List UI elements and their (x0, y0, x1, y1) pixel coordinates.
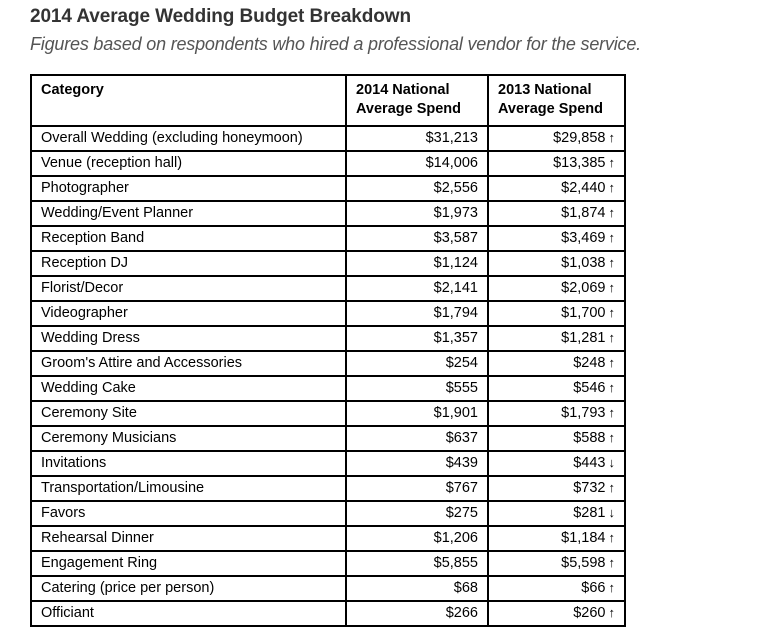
table-row (31, 601, 625, 626)
trend-up-icon: ↑ (608, 305, 615, 320)
cell-2013-spend (488, 176, 625, 201)
cell-2013-spend (488, 226, 625, 251)
cell-2013-amount: $260 (573, 605, 606, 621)
table-row (31, 326, 625, 351)
table-row (31, 551, 625, 576)
table-row (31, 526, 625, 551)
cell-2013-amount: $13,385 (553, 155, 606, 171)
table-row (31, 401, 625, 426)
cell-category: Wedding/Event Planner (31, 201, 346, 226)
table-body (31, 126, 625, 626)
cell-2013-amount: $443 (573, 455, 606, 471)
cell-2013-spend (488, 451, 625, 476)
table-row (31, 251, 625, 276)
cell-2013-amount: $29,858 (553, 130, 606, 146)
cell-2014-spend: $555 (346, 376, 488, 401)
cell-category: Wedding Cake (31, 376, 346, 401)
table-header-row (31, 75, 625, 126)
cell-category: Photographer (31, 176, 346, 201)
cell-2014-spend: $3,587 (346, 226, 488, 251)
cell-2014-spend: $2,556 (346, 176, 488, 201)
cell-2014-spend: $767 (346, 476, 488, 501)
trend-up-icon: ↑ (608, 530, 615, 545)
cell-category: Reception DJ (31, 251, 346, 276)
cell-category: Florist/Decor (31, 276, 346, 301)
column-header-category: Category (31, 75, 346, 126)
trend-up-icon: ↑ (608, 430, 615, 445)
cell-2013-spend (488, 301, 625, 326)
cell-2014-spend: $637 (346, 426, 488, 451)
budget-table-container (30, 74, 626, 627)
table-row (31, 201, 625, 226)
cell-2013-amount: $1,038 (561, 255, 606, 271)
column-header-2014-spend: 2014 National Average Spend (346, 75, 488, 126)
table-row (31, 451, 625, 476)
cell-category: Invitations (31, 451, 346, 476)
cell-2013-spend (488, 126, 625, 151)
page-subtitle: Figures based on respondents who hired a professional vendor for the service. (30, 34, 641, 54)
cell-category: Transportation/Limousine (31, 476, 346, 501)
table-row (31, 276, 625, 301)
cell-2014-spend: $31,213 (346, 126, 488, 151)
trend-up-icon: ↑ (608, 130, 615, 145)
trend-up-icon: ↑ (608, 230, 615, 245)
cell-category: Rehearsal Dinner (31, 526, 346, 551)
cell-category: Overall Wedding (excluding honeymoon) (31, 126, 346, 151)
cell-category: Videographer (31, 301, 346, 326)
cell-2014-spend: $254 (346, 351, 488, 376)
table-row (31, 176, 625, 201)
page-title: 2014 Average Wedding Budget Breakdown (30, 6, 411, 27)
table-row (31, 351, 625, 376)
trend-up-icon: ↑ (608, 480, 615, 495)
cell-2013-spend (488, 551, 625, 576)
table-row (31, 301, 625, 326)
cell-category: Groom's Attire and Accessories (31, 351, 346, 376)
cell-2013-spend (488, 201, 625, 226)
cell-2014-spend: $2,141 (346, 276, 488, 301)
trend-up-icon: ↑ (608, 355, 615, 370)
cell-2013-spend (488, 426, 625, 451)
cell-category: Wedding Dress (31, 326, 346, 351)
cell-2014-spend: $5,855 (346, 551, 488, 576)
table-row (31, 151, 625, 176)
cell-2014-spend: $275 (346, 501, 488, 526)
wedding-budget-table (30, 74, 626, 627)
cell-2013-amount: $732 (573, 480, 606, 496)
cell-2013-amount: $2,440 (561, 180, 606, 196)
cell-2014-spend: $1,206 (346, 526, 488, 551)
trend-down-icon: ↓ (608, 505, 615, 520)
table-row (31, 476, 625, 501)
cell-2014-spend: $1,124 (346, 251, 488, 276)
cell-category: Reception Band (31, 226, 346, 251)
cell-2014-spend: $1,973 (346, 201, 488, 226)
trend-up-icon: ↑ (608, 255, 615, 270)
cell-2013-spend (488, 401, 625, 426)
table-row (31, 226, 625, 251)
trend-up-icon: ↑ (608, 180, 615, 195)
table-row (31, 501, 625, 526)
trend-up-icon: ↑ (608, 380, 615, 395)
cell-2014-spend: $1,901 (346, 401, 488, 426)
cell-2013-spend (488, 251, 625, 276)
cell-2013-amount: $2,069 (561, 280, 606, 296)
cell-2014-spend: $266 (346, 601, 488, 626)
cell-category: Ceremony Musicians (31, 426, 346, 451)
table-row (31, 426, 625, 451)
cell-2013-spend (488, 476, 625, 501)
cell-2013-amount: $588 (573, 430, 606, 446)
cell-2013-spend (488, 526, 625, 551)
table-header (31, 75, 625, 126)
trend-up-icon: ↑ (608, 280, 615, 295)
cell-2013-amount: $1,281 (561, 330, 606, 346)
trend-up-icon: ↑ (608, 155, 615, 170)
cell-category: Engagement Ring (31, 551, 346, 576)
cell-2013-amount: $1,184 (561, 530, 606, 546)
cell-category: Catering (price per person) (31, 576, 346, 601)
trend-up-icon: ↑ (608, 555, 615, 570)
trend-up-icon: ↑ (608, 405, 615, 420)
cell-2013-amount: $248 (573, 355, 606, 371)
cell-2014-spend: $1,794 (346, 301, 488, 326)
cell-2014-spend: $14,006 (346, 151, 488, 176)
column-header-2013-spend: 2013 National Average Spend (488, 75, 625, 126)
cell-2013-amount: $281 (573, 505, 606, 521)
cell-2014-spend: $1,357 (346, 326, 488, 351)
cell-2013-spend (488, 351, 625, 376)
trend-up-icon: ↑ (608, 330, 615, 345)
trend-up-icon: ↑ (608, 605, 615, 620)
trend-up-icon: ↑ (608, 580, 615, 595)
cell-2013-spend (488, 326, 625, 351)
cell-2013-amount: $1,874 (561, 205, 606, 221)
cell-2013-amount: $546 (573, 380, 606, 396)
cell-2014-spend: $439 (346, 451, 488, 476)
cell-2013-amount: $1,700 (561, 305, 606, 321)
table-row (31, 376, 625, 401)
cell-category: Officiant (31, 601, 346, 626)
cell-2013-amount: $1,793 (561, 405, 606, 421)
cell-2013-spend (488, 376, 625, 401)
cell-2013-amount: $3,469 (561, 230, 606, 246)
cell-2013-spend (488, 276, 625, 301)
cell-category: Favors (31, 501, 346, 526)
cell-2013-spend (488, 501, 625, 526)
table-row (31, 126, 625, 151)
table-row (31, 576, 625, 601)
cell-2013-amount: $5,598 (561, 555, 606, 571)
cell-2013-spend (488, 601, 625, 626)
cell-2014-spend: $68 (346, 576, 488, 601)
trend-up-icon: ↑ (608, 205, 615, 220)
cell-2013-amount: $66 (581, 580, 606, 596)
cell-2013-spend (488, 151, 625, 176)
cell-2013-spend (488, 576, 625, 601)
cell-category: Venue (reception hall) (31, 151, 346, 176)
cell-category: Ceremony Site (31, 401, 346, 426)
trend-down-icon: ↓ (608, 455, 615, 470)
